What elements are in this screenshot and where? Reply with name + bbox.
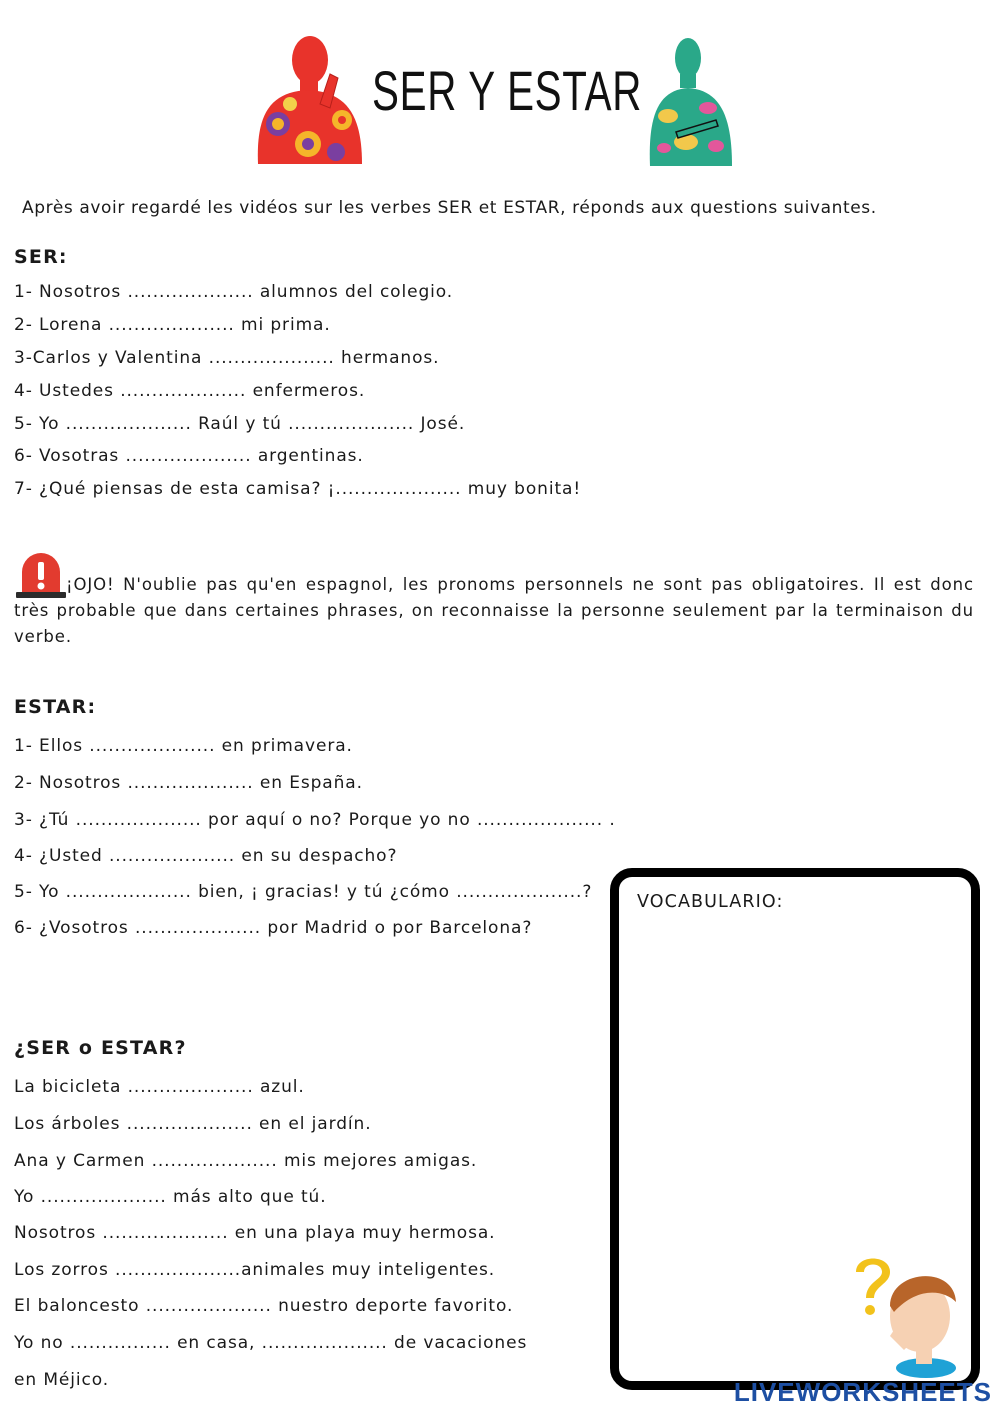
estar-section-heading: ESTAR: [14,696,97,718]
ser-section-heading: SER: [14,246,68,268]
mixed-exercise-line: Yo no ................ en casa, .................... de vacaciones [14,1333,528,1353]
estar-exercise-line: 4- ¿Usted .................... en su despacho? [14,846,398,866]
estar-exercise-line: 6- ¿Vosotros .................... por Madrid o por Barcelona? [14,918,533,938]
ser-exercise-line: 5- Yo .................... Raúl y tú .................... José. [14,414,466,434]
ser-exercise-line: 3-Carlos y Valentina .................... hermanos. [14,348,440,368]
thinking-boy-question-mark-illustration [848,1250,966,1378]
estar-exercise-line: 2- Nosotros .................... en España. [14,773,363,793]
instructions-text: Après avoir regardé les vidéos sur les verbes SER et ESTAR, réponds aux questions suivantes. [22,198,877,218]
mixed-exercise-line: El baloncesto .................... nuestro deporte favorito. [14,1296,514,1316]
green-patterned-figure-illustration [646,36,736,166]
mixed-exercise-line: Los árboles .................... en el jardín. [14,1114,372,1134]
ser-exercise-line: 4- Ustedes .................... enfermeros. [14,381,366,401]
liveworksheets-watermark: LIVEWORKSHEETS [733,1377,992,1407]
estar-exercise-line: 3- ¿Tú .................... por aquí o no? Porque yo no .................... . [14,810,616,830]
ojo-note-text: ¡OJO! N'oublie pas qu'en espagnol, les pronoms personnels ne sont pas obligatoires. Il est donc très probable que dans certaines phrases, on reconnaisse la personne seulement par la terminaison du verbe. [14,575,974,646]
mixed-exercise-line: en Méjico. [14,1370,110,1390]
vocabulary-title: VOCABULARIO: [637,892,784,912]
mixed-exercise-line: Ana y Carmen .................... mis mejores amigas. [14,1151,478,1171]
estar-exercise-line: 5- Yo .................... bien, ¡ gracias! y tú ¿cómo ....................? [14,882,593,902]
ser-exercise-line: 2- Lorena .................... mi prima. [14,315,331,335]
mixed-exercise-line: Nosotros .................... en una playa muy hermosa. [14,1223,496,1243]
mixed-exercise-line: Los zorros ....................animales muy inteligentes. [14,1260,496,1280]
mixed-exercise-line: Yo .................... más alto que tú. [14,1187,327,1207]
ser-exercise-line: 6- Vosotras .................... argentinas. [14,446,364,466]
red-patterned-figure-illustration [250,34,368,164]
ojo-note [14,572,974,650]
estar-exercise-line: 1- Ellos .................... en primavera. [14,736,353,756]
mixed-exercise-line: La bicicleta .................... azul. [14,1077,305,1097]
page-title: SER Y ESTAR [372,59,643,122]
ser-o-estar-section-heading: ¿SER o ESTAR? [14,1037,187,1059]
ser-exercise-line: 7- ¿Qué piensas de esta camisa? ¡.................... muy bonita! [14,479,582,499]
ser-exercise-line: 1- Nosotros .................... alumnos del colegio. [14,282,454,302]
